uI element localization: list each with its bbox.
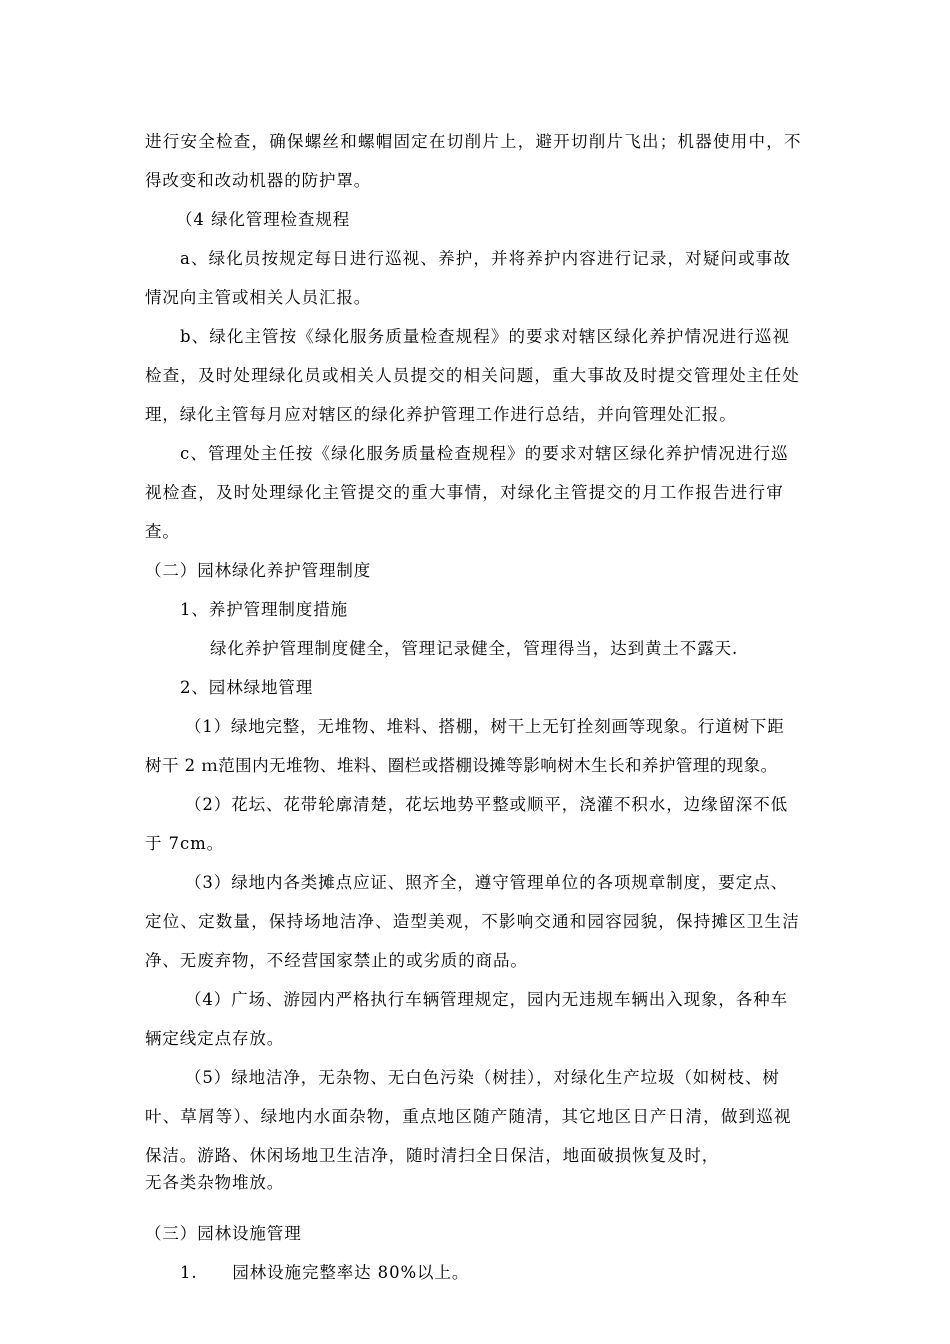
paragraph-line: 绿化养护管理制度健全，管理记录健全，管理得当，达到黄土不露天. <box>210 639 739 658</box>
subsection-heading: 2、园林绿地管理 <box>180 678 314 697</box>
paragraph-line: （3）绿地内各类摊点应证、照齐全，遵守管理单位的各项规章制度，要定点、 <box>185 873 788 892</box>
section-heading: （二）园林绿化养护管理制度 <box>145 561 372 580</box>
paragraph-line: 视检查，及时处理绿化主管提交的重大事情，对绿化主管提交的月工作报告进行审 <box>145 483 784 502</box>
paragraph-line: 得改变和改动机器的防护罩。 <box>145 171 372 190</box>
paragraph-line: 净、无废弃物，不经营国家禁止的或劣质的商品。 <box>145 951 528 970</box>
subsection-heading: 1、养护管理制度措施 <box>180 600 348 619</box>
paragraph-line: 保洁。游路、休闲场地卫生洁净，随时清扫全日保洁，地面破损恢复及时， <box>145 1146 720 1165</box>
paragraph-line: 理，绿化主管每月应对辖区的绿化养护管理工作进行总结，并向管理处汇报。 <box>145 405 737 424</box>
paragraph-line: b、绿化主管按《绿化服务质量检查规程》的要求对辖区绿化养护情况进行巡视 <box>180 327 791 346</box>
section-heading: （4 绿化管理检查规程 <box>176 210 351 229</box>
paragraph-line: （2）花坛、花带轮廓清楚，花坛地势平整或顺平，浇灌不积水，边缘留深不低 <box>185 795 788 814</box>
paragraph-line: 进行安全检查，确保螺丝和螺帽固定在切削片上，避开切削片飞出；机器使用中，不 <box>145 132 802 151</box>
list-item: 1. 园林设施完整率达 80%以上。 <box>180 1263 470 1282</box>
paragraph-line: 查。 <box>145 522 180 541</box>
paragraph-line: 情况向主管或相关人员汇报。 <box>145 288 372 307</box>
paragraph-line: （1）绿地完整，无堆物、堆料、搭棚，树干上无钉拴刻画等现象。行道树下距 <box>185 717 785 736</box>
paragraph-line: 辆定线定点存放。 <box>145 1029 285 1048</box>
paragraph-line: 于 7cm。 <box>145 834 225 853</box>
paragraph-line: （5）绿地洁净，无杂物、无白色污染（树挂），对绿化生产垃圾（如树枝、树 <box>185 1068 780 1087</box>
paragraph-line: 叶、草屑等）、绿地内水面杂物，重点地区随产随清，其它地区日产日清，做到巡视 <box>145 1107 792 1126</box>
paragraph-line: 树干 2 ｍ范围内无堆物、堆料、圈栏或搭棚设摊等影响树木生长和养护管理的现象。 <box>145 756 778 775</box>
paragraph-line: 定位、定数量，保持场地洁净、造型美观，不影响交通和园容园貌，保持摊区卫生洁 <box>145 912 800 931</box>
paragraph-line: 检查，及时处理绿化员或相关人员提交的相关问题，重大事故及时提交管理处主任处 <box>145 366 800 385</box>
paragraph-line: a、绿化员按规定每日进行巡视、养护，并将养护内容进行记录，对疑问或事故 <box>180 249 792 268</box>
section-heading: （三）园林设施管理 <box>145 1224 302 1243</box>
paragraph-line: 无各类杂物堆放。 <box>145 1173 285 1192</box>
paragraph-line: （4）广场、游园内严格执行车辆管理规定，园内无违规车辆出入现象，各种车 <box>185 990 788 1009</box>
paragraph-line: c、管理处主任按《绿化服务质量检查规程》的要求对辖区绿化养护情况进行巡 <box>180 444 789 463</box>
